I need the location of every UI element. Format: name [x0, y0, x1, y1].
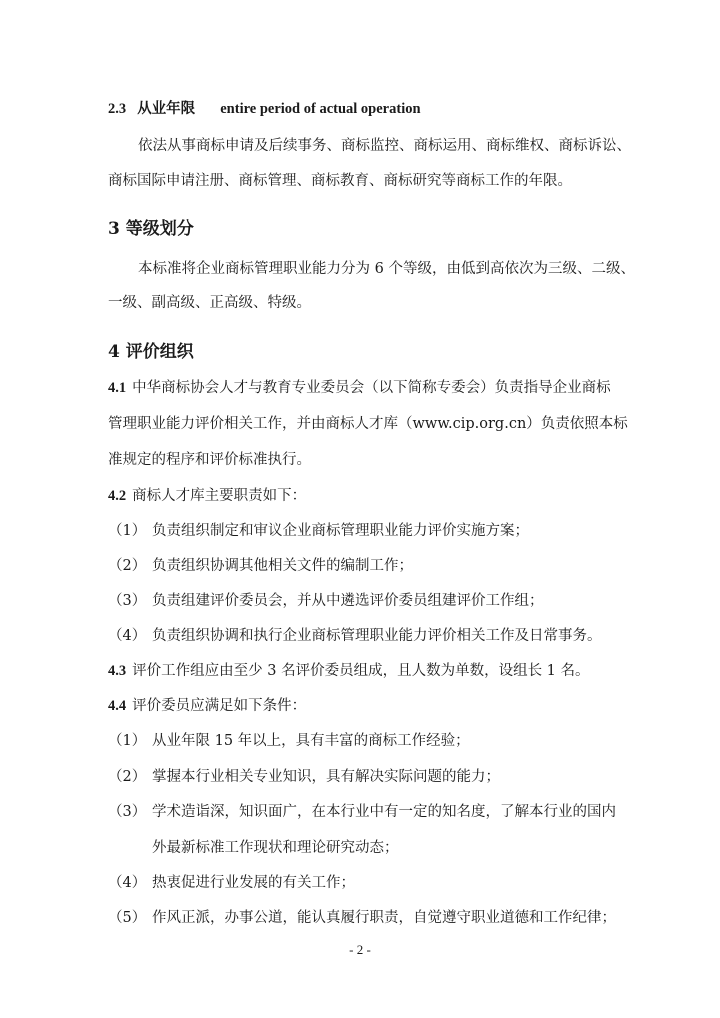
list-item-text: 热衷促进行业发展的有关工作；: [152, 875, 355, 891]
list-item-number: （4）: [108, 875, 147, 891]
paragraph-line: 一级、副高级、正高级、特级。: [108, 295, 311, 311]
list-item: [108, 767, 500, 787]
clause-4-4: [108, 696, 306, 716]
section-title-zh: 从业年限: [137, 100, 196, 117]
list-item-text: 负责组建评价委员会，并从中遴选评价委员组建评价工作组；: [152, 593, 544, 609]
list-item-number: （4）: [108, 628, 147, 644]
list-item: [108, 521, 529, 541]
list-item-number: （3）: [108, 593, 147, 609]
page-number: - 2 -: [349, 942, 371, 957]
list-item-text: 掌握本行业相关专业知识，具有解决实际问题的能力；: [152, 769, 500, 785]
clause-text: 评价工作组应由至少 3 名评价委员组成，且人数为单数，设组长 1 名。: [132, 663, 590, 679]
clause-number: 4.1: [108, 380, 127, 396]
list-item: [108, 802, 616, 822]
list-item-text: 作风正派，办事公道，能认真履行职责，自觉遵守职业道德和工作纪律；: [152, 910, 616, 926]
section-title-en: entire period of actual operation: [220, 101, 421, 117]
list-item: [108, 626, 602, 646]
section-3-heading: 3 等级划分: [108, 219, 194, 239]
list-item: [108, 873, 355, 893]
clause-number: 4.2: [108, 488, 127, 504]
list-item-number: （1）: [108, 523, 147, 539]
list-item-text: 负责组织制定和审议企业商标管理职业能力评价实施方案；: [152, 523, 529, 539]
paragraph-line: 管理职业能力评价相关工作，并由商标人才库（www.cip.org.cn）负责依照本标: [108, 416, 628, 432]
paragraph-line: 依法从事商标申请及后续事务、商标监控、商标运用、商标维权、商标诉讼、: [138, 138, 631, 154]
paragraph-line: 商标国际申请注册、商标管理、商标教育、商标研究等商标工作的年限。: [108, 173, 572, 189]
clause-4-1: [108, 378, 611, 398]
list-item-text: 学术造诣深，知识面广，在本行业中有一定的知名度，了解本行业的国内: [152, 804, 616, 820]
paragraph-line: 准规定的程序和评价标准执行。: [108, 452, 311, 468]
list-item: [108, 908, 616, 928]
clause-number: 4.4: [108, 698, 127, 714]
clause-text: 商标人才库主要职责如下：: [132, 488, 307, 504]
paragraph-line: 本标准将企业商标管理职业能力分为 6 个等级，由低到高依次为三级、二级、: [138, 261, 635, 277]
list-item: [108, 556, 413, 576]
list-item-number: （2）: [108, 558, 147, 574]
list-item: [108, 591, 544, 611]
list-item-number: （1）: [108, 733, 147, 749]
list-item-continuation: 外最新标准工作现状和理论研究动态；: [152, 840, 399, 856]
clause-text: 中华商标协会人才与教育专业委员会（以下简称专委会）负责指导企业商标: [132, 380, 611, 396]
clause-4-3: [108, 661, 590, 681]
list-item-number: （2）: [108, 769, 147, 785]
clause-text: 评价委员应满足如下条件：: [132, 698, 307, 714]
list-item: [108, 731, 470, 751]
list-item-number: （3）: [108, 804, 147, 820]
list-item-text: 从业年限 15 年以上，具有丰富的商标工作经验；: [152, 733, 470, 749]
list-item-text: 负责组织协调其他相关文件的编制工作；: [152, 558, 413, 574]
list-item-number: （5）: [108, 910, 147, 926]
list-item-text: 负责组织协调和执行企业商标管理职业能力评价相关工作及日常事务。: [152, 628, 602, 644]
section-2-3-heading: [108, 99, 421, 119]
clause-4-2: [108, 486, 306, 506]
clause-number: 4.3: [108, 663, 127, 679]
section-4-heading: 4 评价组织: [108, 342, 194, 362]
section-number: 2.3: [108, 101, 127, 117]
